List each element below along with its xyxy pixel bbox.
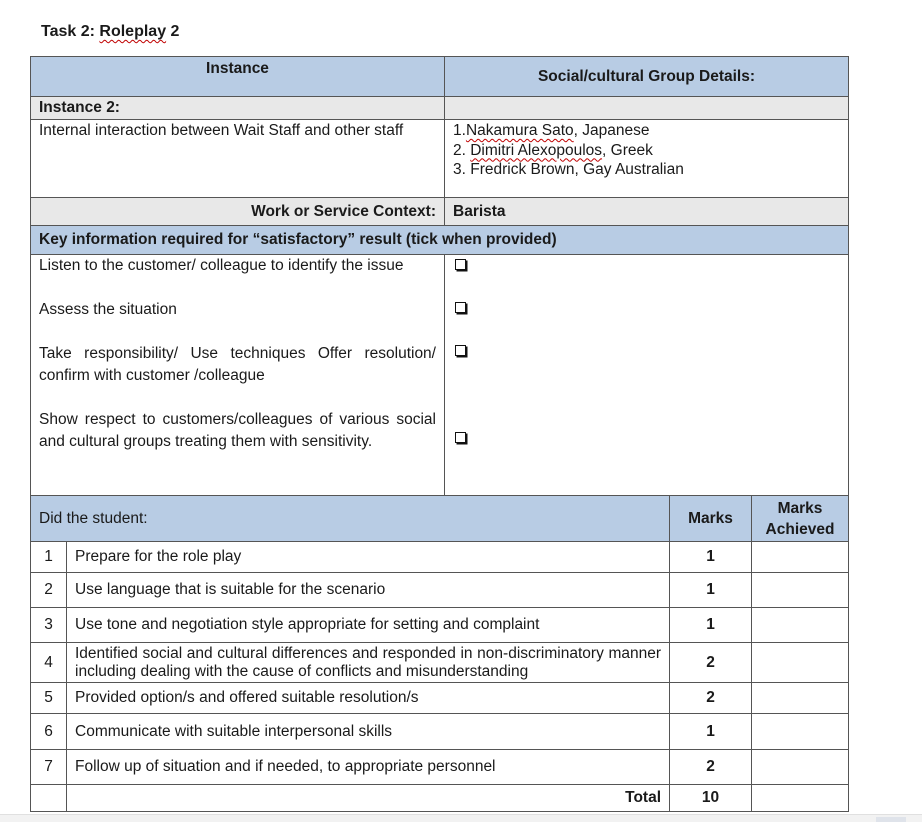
marks-achieved-header: Marks Achieved xyxy=(752,496,849,542)
total-value: 10 xyxy=(670,785,752,812)
marks-achieved-cell[interactable] xyxy=(752,750,849,785)
context-label: Work or Service Context: xyxy=(31,198,445,226)
criterion-marks: 1 xyxy=(670,573,752,608)
marks-header: Marks xyxy=(670,496,752,542)
context-value: Barista xyxy=(445,198,849,226)
instance-description: Internal interaction between Wait Staff and other staff xyxy=(31,120,445,198)
criterion-marks: 1 xyxy=(670,714,752,750)
marks-achieved-cell[interactable] xyxy=(752,542,849,573)
criterion-number: 2 xyxy=(31,573,67,608)
instance-label: Instance 2: xyxy=(31,97,445,120)
checklist-item: Assess the situation xyxy=(39,301,177,318)
criterion-text: Communicate with suitable interpersonal skills xyxy=(67,714,670,750)
total-label: Total xyxy=(67,785,670,812)
criterion-number: 4 xyxy=(31,643,67,683)
table-row xyxy=(31,750,849,785)
total-achieved-cell[interactable] xyxy=(752,785,849,812)
total-row xyxy=(31,785,849,812)
checkbox-icon[interactable] xyxy=(455,345,466,356)
people-list xyxy=(445,120,849,198)
criterion-marks: 2 xyxy=(670,643,752,683)
checklist-boxes xyxy=(445,255,849,496)
checklist-item: Listen to the customer/ colleague to identify the issue xyxy=(39,257,404,274)
did-student-header: Did the student: xyxy=(31,496,670,542)
criterion-marks: 1 xyxy=(670,608,752,643)
person-1: 1.Nakamura Sato, Japanese xyxy=(453,122,650,139)
scroll-tab xyxy=(876,817,906,822)
checklist-items xyxy=(31,255,445,496)
table-row xyxy=(31,683,849,714)
checkbox-icon[interactable] xyxy=(455,302,466,313)
instance-header: Instance xyxy=(31,57,445,97)
criterion-text: Use language that is suitable for the scenario xyxy=(67,573,670,608)
total-blank xyxy=(31,785,67,812)
criterion-text: Follow up of situation and if needed, to appropriate personnel xyxy=(67,750,670,785)
criterion-text: Use tone and negotiation style appropriate for setting and complaint xyxy=(67,608,670,643)
page-title: Task 2: Roleplay 2 xyxy=(41,23,180,40)
criterion-marks: 1 xyxy=(670,542,752,573)
marks-achieved-cell[interactable] xyxy=(752,714,849,750)
marks-achieved-cell[interactable] xyxy=(752,573,849,608)
criterion-text: Identified social and cultural differences and responded in non-discriminatory manner including dealing with the cause of conflicts and misunderstanding xyxy=(67,643,670,683)
checklist-item: Take responsibility/ Use techniques Offer resolution/ confirm with customer /colleague xyxy=(39,345,436,384)
person-2: 2. Dimitri Alexopoulos, Greek xyxy=(453,141,653,159)
key-info-header: Key information required for “satisfactory” result (tick when provided) xyxy=(31,226,849,255)
person-3: 3. Fredrick Brown, Gay Australian xyxy=(453,161,684,178)
criterion-number: 1 xyxy=(31,542,67,573)
marks-table xyxy=(30,495,849,812)
criterion-number: 5 xyxy=(31,683,67,714)
table-row xyxy=(31,714,849,750)
group-details-header: Social/cultural Group Details: xyxy=(445,57,849,97)
table-row xyxy=(31,643,849,683)
marks-achieved-cell[interactable] xyxy=(752,608,849,643)
table-row xyxy=(31,573,849,608)
table-row xyxy=(31,542,849,573)
criterion-number: 3 xyxy=(31,608,67,643)
instance-table xyxy=(30,56,849,496)
checkbox-icon[interactable] xyxy=(455,259,466,270)
table-row xyxy=(31,608,849,643)
criterion-number: 7 xyxy=(31,750,67,785)
criterion-text: Provided option/s and offered suitable resolution/s xyxy=(67,683,670,714)
marks-achieved-cell[interactable] xyxy=(752,683,849,714)
criterion-marks: 2 xyxy=(670,750,752,785)
checklist-item: Show respect to customers/colleagues of various social and cultural groups treating them with sensitivity. xyxy=(39,411,436,450)
criterion-marks: 2 xyxy=(670,683,752,714)
checkbox-icon[interactable] xyxy=(455,432,466,443)
instance-label-blank xyxy=(445,97,849,120)
marks-achieved-cell[interactable] xyxy=(752,643,849,683)
criterion-number: 6 xyxy=(31,714,67,750)
criterion-text: Prepare for the role play xyxy=(67,542,670,573)
